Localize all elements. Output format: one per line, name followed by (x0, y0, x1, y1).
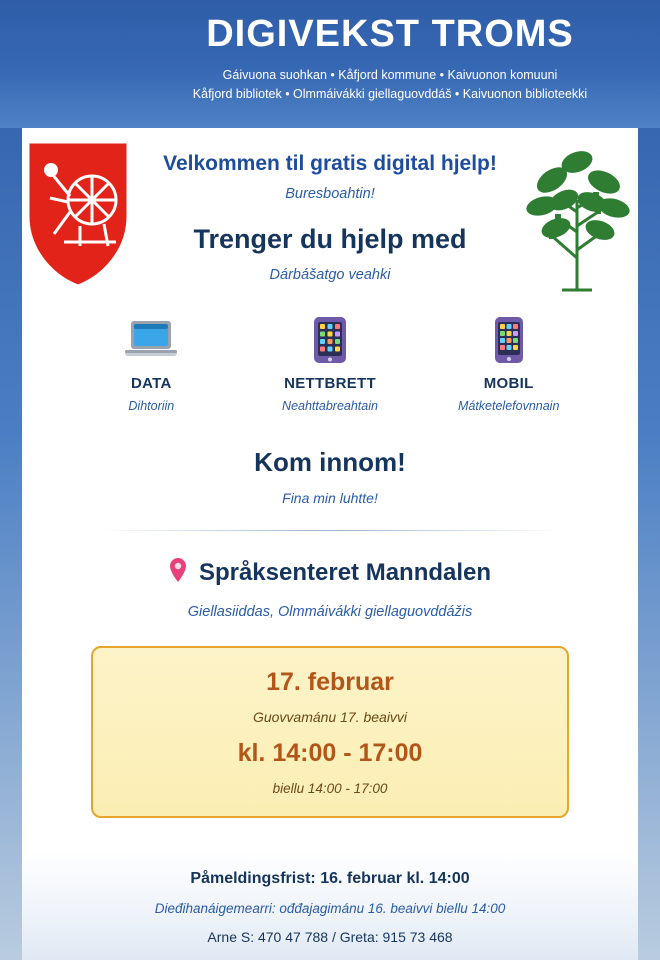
device-item-data (90, 309, 213, 413)
device-item-mobile (447, 309, 570, 413)
event-date: 17. februar (266, 668, 394, 696)
contact-numbers: Arne S: 470 47 788 / Greta: 915 73 468 (207, 929, 453, 945)
need-help-heading-sami: Dárbášatgo veahki (269, 267, 391, 283)
main-content (90, 138, 570, 818)
welcome-heading: Velkommen til gratis digital hjelp! (163, 152, 497, 175)
mobile-icon (447, 309, 570, 365)
event-time-sami: biellu 14:00 - 17:00 (272, 781, 388, 796)
device-label-mobile: MOBIL (483, 375, 534, 392)
device-item-tablet (269, 309, 392, 413)
header-subtitle-line2: Kåfjord bibliotek • Olmmáivákki giellaguovddáš • Kaivuonon biblioteekki (192, 87, 588, 102)
date-time-box (91, 646, 569, 818)
device-label-tablet: NETTBRETT (284, 375, 376, 392)
device-label-data-sami: Dihtoriin (128, 399, 175, 413)
registration-deadline: Påmeldingsfrist: 16. februar kl. 14:00 (190, 870, 470, 887)
laptop-icon (90, 309, 213, 365)
poster-footer (22, 852, 638, 960)
poster-title: DIGIVEKST TROMS (206, 13, 574, 55)
tablet-icon (269, 309, 392, 365)
poster-header (120, 0, 660, 128)
come-in-heading: Kom innom! (254, 447, 406, 477)
event-date-sami: Guovvamánu 17. beaivvi (252, 709, 408, 725)
location-pin-icon (169, 557, 187, 588)
venue-row (90, 557, 570, 588)
welcome-heading-sami: Buresboahtin! (285, 186, 375, 202)
left-side-bar (0, 0, 22, 960)
device-list (90, 309, 570, 413)
registration-deadline-sami: Dieđihanáigemearri: ođđajagimánu 16. beaivvi biellu 14:00 (154, 901, 506, 916)
event-time: kl. 14:00 - 17:00 (237, 739, 423, 767)
section-divider (95, 530, 565, 531)
device-label-tablet-sami: Neahttabreahtain (282, 399, 378, 413)
header-left-block (0, 0, 130, 128)
header-subtitle-line1: Gáivuona suohkan • Kåfjord kommune • Kaivuonon komuuni (222, 67, 558, 82)
venue-name: Språksenteret Manndalen (198, 558, 492, 586)
device-label-data: DATA (131, 375, 172, 392)
device-label-mobile-sami: Mátketelefovnnain (457, 399, 560, 413)
need-help-heading: Trenger du hjelp med (193, 224, 467, 254)
venue-name-sami: Giellasiiddas, Olmmáivákki giellaguovddážis (187, 604, 473, 620)
come-in-heading-sami: Fina min luhtte! (282, 490, 378, 506)
right-side-bar (638, 0, 660, 960)
